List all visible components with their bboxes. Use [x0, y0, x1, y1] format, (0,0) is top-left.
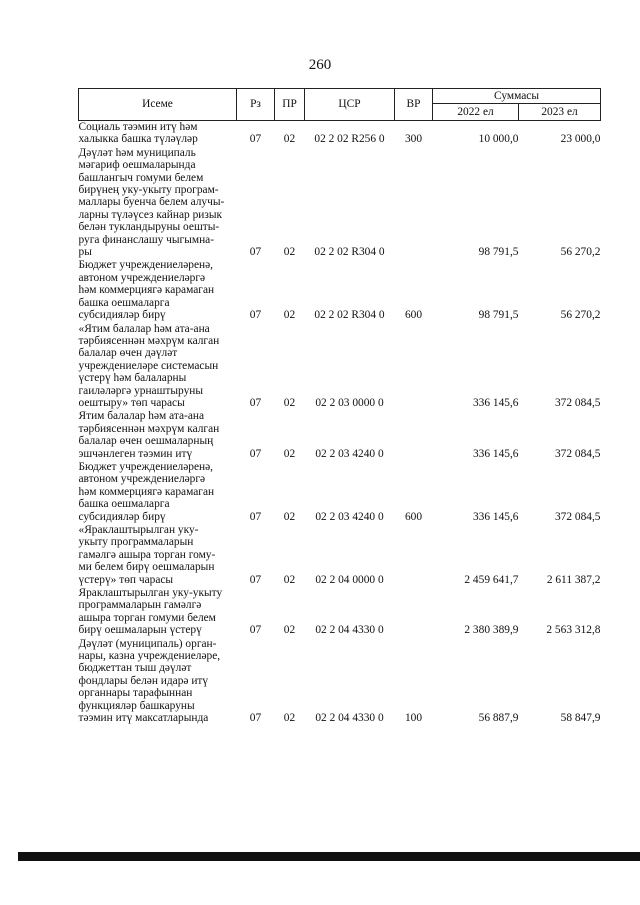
row-name-line: маллары буенча белем алучы-: [78, 196, 225, 209]
row-amount-2023: 372 084,5: [554, 447, 601, 460]
row-amount-2022: 98 791,5: [478, 309, 519, 322]
row-amount-2022: 2 459 641,7: [464, 573, 519, 586]
row-vr: 100: [404, 712, 423, 725]
row-csr: 02 2 04 4330 0: [315, 712, 384, 725]
row-amount-2022: 98 791,5: [478, 246, 519, 259]
row-vr: 600: [404, 510, 423, 523]
row-name-line: белән тукландыруны оешты-: [78, 221, 220, 234]
row-amount-2023: 56 270,2: [560, 246, 601, 259]
table-row: [79, 461, 601, 524]
row-name-line: һәм коммерциягә карамаган: [78, 485, 215, 498]
row-name-line: «Яраклаштырылган уку-: [78, 524, 199, 536]
row-amount-2022: 2 380 389,9: [464, 624, 519, 637]
header-pr: ПР: [275, 89, 305, 121]
row-name-line: укыту программаларын: [78, 536, 194, 549]
row-pr: 02: [283, 246, 296, 259]
row-rz: 07: [249, 396, 262, 409]
row-amount-2023: 372 084,5: [554, 510, 601, 523]
row-csr: 02 2 03 0000 0: [315, 396, 384, 409]
row-amount-2022: 336 145,6: [472, 396, 519, 409]
row-amount-2022: 56 887,9: [478, 712, 519, 725]
header-year-2023: 2023 ел: [519, 104, 601, 121]
row-name-line: үстерү» төп чарасы: [78, 573, 174, 586]
table-row: [79, 638, 601, 726]
row-name-line: ми белем бирү оешмаларын: [78, 561, 215, 574]
row-name-line: программаларын гамәлгә: [78, 599, 202, 612]
row-name-line: үстерү һәм балаларны: [78, 372, 187, 385]
row-name-line: автоном учреждениеләргә: [78, 271, 206, 284]
row-name-line: Бюджет учреждениеләренә,: [78, 259, 214, 272]
row-amount-2023: 2 563 312,8: [546, 624, 601, 637]
row-name: [79, 587, 237, 638]
table-row: [79, 524, 601, 587]
row-name: [79, 259, 237, 322]
row-name-line: ашыра торган гомуми белем: [78, 611, 216, 624]
row-name: [79, 461, 237, 524]
row-amount-2023: 56 270,2: [560, 309, 601, 322]
row-name: [79, 147, 237, 260]
row-pr: 02: [283, 510, 296, 523]
row-csr: 02 2 02 R256 0: [314, 133, 385, 146]
row-pr: 02: [283, 712, 296, 725]
row-pr: 02: [283, 447, 296, 460]
table-row: [79, 587, 601, 638]
row-csr: 02 2 03 4240 0: [315, 510, 384, 523]
header-name: Исеме: [79, 89, 237, 121]
row-csr: 02 2 02 R304 0: [314, 246, 385, 259]
row-name-line: функцияләр башкаруны: [78, 699, 195, 712]
row-name-line: Бюджет учреждениеләренә,: [78, 460, 214, 473]
row-pr: 02: [283, 624, 296, 637]
header-csr: ЦСР: [305, 89, 395, 121]
row-name-line: мәгариф оешмаларында: [78, 159, 196, 172]
budget-table: [78, 88, 601, 726]
row-name-line: «Ятим балалар һәм ата-ана: [78, 322, 210, 335]
header-year-2022: 2022 ел: [433, 104, 519, 121]
row-name-line: руга финанслашу чыгымна-: [78, 233, 215, 246]
table-row: [79, 147, 601, 260]
row-name-line: Дәүләт (муниципаль) орган-: [78, 637, 217, 650]
row-name-line: башка оешмаларга: [78, 498, 170, 511]
table-row: [79, 259, 601, 322]
row-name: [79, 121, 237, 147]
row-rz: 07: [249, 624, 262, 637]
row-rz: 07: [249, 573, 262, 586]
row-name: [79, 524, 237, 587]
row-name-line: оештыру» төп чарасы: [78, 396, 185, 409]
row-name-line: учреждениеләре системасын: [78, 359, 219, 372]
row-rz: 07: [249, 133, 262, 146]
row-csr: 02 2 02 R304 0: [314, 309, 385, 322]
header-sums: Суммасы: [433, 89, 601, 104]
row-name-line: балалар өчен дәүләт: [78, 347, 178, 360]
row-csr: 02 2 04 0000 0: [315, 573, 384, 586]
row-name: [79, 638, 237, 726]
row-pr: 02: [283, 309, 296, 322]
table-body: [79, 121, 601, 726]
row-pr: 02: [283, 133, 296, 146]
row-rz: 07: [249, 309, 262, 322]
row-name-line: халыкка башка түләүләр: [78, 133, 198, 146]
row-amount-2023: 23 000,0: [560, 133, 601, 146]
row-name-line: субсидияләр бирү: [78, 510, 166, 523]
row-amount-2022: 10 000,0: [478, 133, 519, 146]
row-rz: 07: [249, 510, 262, 523]
row-vr: [395, 524, 433, 587]
row-name-line: автоном учреждениеләргә: [78, 473, 206, 486]
row-name-line: Дәүләт һәм муниципаль: [78, 146, 196, 159]
row-name-line: фондлары белән идарә итү: [78, 674, 209, 687]
row-name-line: эшчәнлеген тәэмин итү: [78, 447, 193, 460]
row-name-line: тәрбиясеннән мәхрүм калган: [78, 422, 220, 435]
row-name-line: балалар өчен оешмаларның: [78, 435, 214, 448]
row-name-line: ры: [78, 246, 92, 259]
row-rz: 07: [249, 447, 262, 460]
row-csr: 02 2 04 4330 0: [315, 624, 384, 637]
row-name-line: башка оешмаларга: [78, 296, 170, 309]
row-name: [79, 323, 237, 411]
row-name-line: ларны түләүсез кайнар ризык: [78, 208, 223, 221]
row-amount-2022: 336 145,6: [472, 510, 519, 523]
page-bottom-border: [18, 852, 640, 861]
row-name-line: нары, казна учреждениеләре,: [78, 650, 221, 663]
row-name-line: гамәлгә ашыра торган гому-: [78, 548, 216, 561]
row-name-line: тәрбиясеннән мәхрүм калган: [78, 334, 220, 347]
row-vr: [395, 323, 433, 411]
row-vr: [395, 410, 433, 461]
row-pr: 02: [283, 396, 296, 409]
row-vr: 300: [404, 133, 423, 146]
row-name-line: гаиләләргә урнаштыруны: [78, 384, 204, 397]
table-row: [79, 323, 601, 411]
header-rz: Рз: [237, 89, 275, 121]
row-rz: 07: [249, 246, 262, 259]
row-name-line: бюджеттан тыш дәүләт: [78, 662, 192, 675]
row-name-line: органнары тарафыннан: [78, 687, 193, 700]
row-name-line: бирүнең уку-укыту програм-: [78, 184, 219, 197]
page-number: 260: [308, 57, 332, 73]
row-name-line: бирү оешмаларын үстерү: [78, 624, 202, 637]
row-vr: [395, 587, 433, 638]
row-name-line: Ятим балалар һәм ата-ана: [78, 410, 205, 423]
table-row: [79, 410, 601, 461]
header-vr: ВР: [395, 89, 433, 121]
row-name: [79, 410, 237, 461]
row-name-line: Социаль тәэмин итү һәм: [78, 121, 198, 133]
row-name-line: һәм коммерциягә карамаган: [78, 284, 215, 297]
table-row: [79, 121, 601, 147]
row-name-line: тәэмин итү максатларында: [78, 712, 209, 725]
row-vr: [395, 147, 433, 260]
row-name-line: башлангыч гомуми белем: [78, 171, 204, 184]
row-pr: 02: [283, 573, 296, 586]
row-amount-2023: 2 611 387,2: [546, 573, 601, 586]
row-vr: 600: [404, 309, 423, 322]
row-amount-2023: 58 847,9: [560, 712, 601, 725]
row-name-line: Яраклаштырылган уку-укыту: [78, 587, 223, 600]
row-amount-2022: 336 145,6: [472, 447, 519, 460]
row-name-line: субсидияләр бирү: [78, 309, 166, 322]
row-amount-2023: 372 084,5: [554, 396, 601, 409]
row-rz: 07: [249, 712, 262, 725]
row-csr: 02 2 03 4240 0: [315, 447, 384, 460]
